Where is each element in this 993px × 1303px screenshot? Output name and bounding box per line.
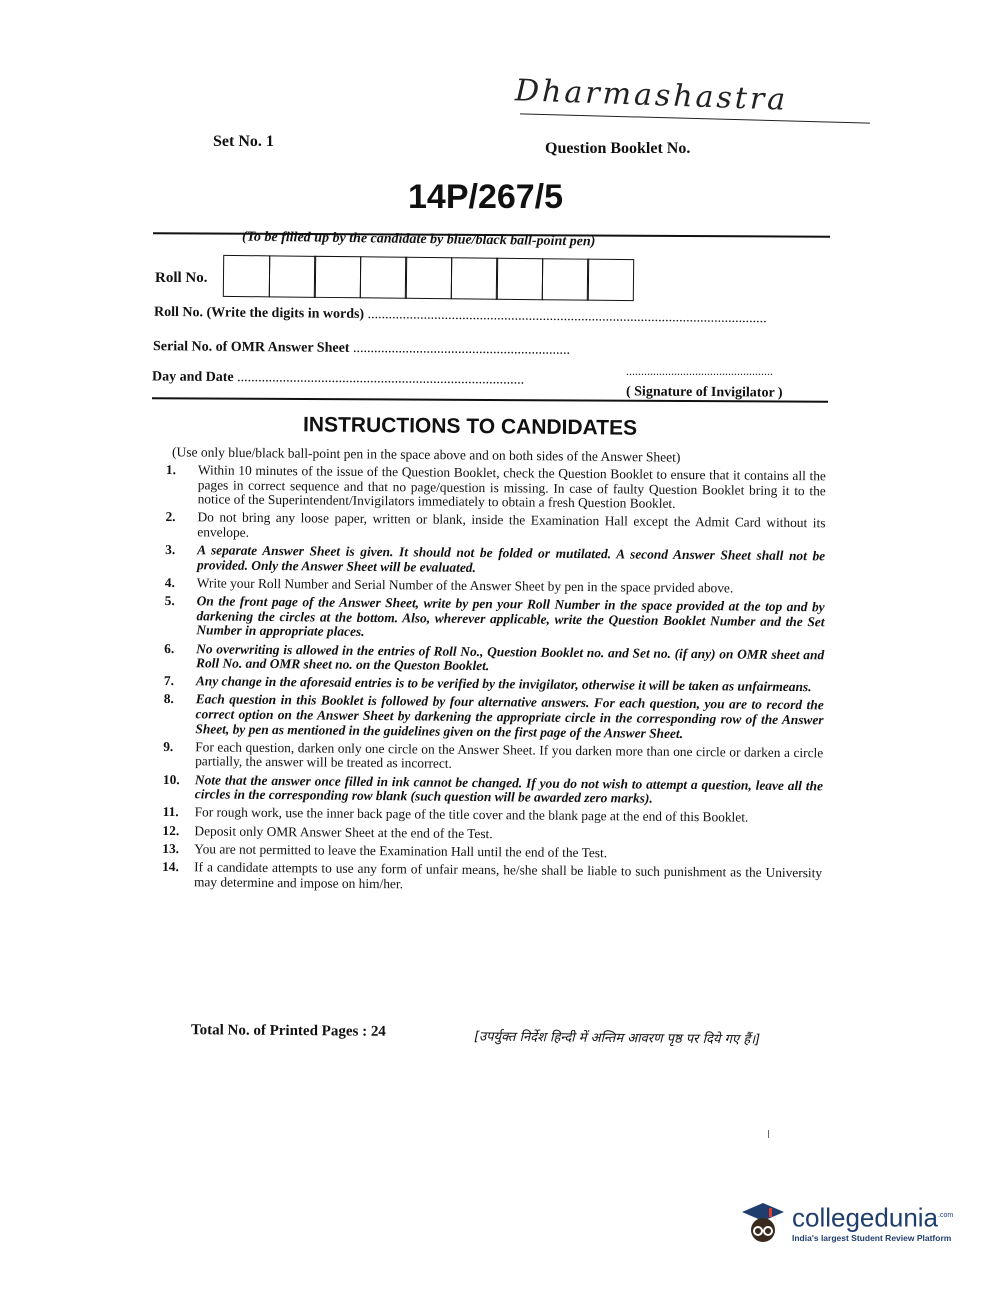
instruction-text: Deposit only OMR Answer Sheet at the end of the Test. [194, 822, 493, 841]
instruction-item [165, 543, 825, 579]
instruction-number: 8. [163, 691, 174, 707]
instruction-number: 5. [164, 593, 175, 609]
instruction-item [166, 463, 826, 513]
instruction-text: Any change in the aforesaid entries is to be verified by the invigilator, otherwise it will be taken as unfairmeans. [195, 673, 812, 695]
roll-digit-box[interactable] [541, 258, 588, 300]
logo-tagline: India's largest Student Review Platform [792, 1232, 952, 1243]
instruction-text: On the front page of the Answer Sheet, write by pen your Roll Number in the space provided at the top and by darkening the circles at the bottom. Also, wherever applicable, write the Question Booklet Number and the Set Number in appropriate places. [196, 593, 825, 640]
instruction-text: For each question, darken only one circle on the Answer Sheet. If you darken more than one circle or darken a circle partially, the answer will be treated as incorrect. [195, 739, 824, 772]
instruction-text: Do not bring any loose paper, written or blank, inside the Examination Hall except the Admit Card without its envelope. [197, 509, 826, 540]
instruction-number: 13. [162, 840, 180, 856]
instruction-number: 4. [164, 574, 175, 591]
roll-digit-box[interactable] [450, 257, 497, 299]
collegedunia-logo-icon [740, 1200, 786, 1246]
handwritten-subject-name: Dharmashastra [514, 73, 789, 118]
roll-digit-box[interactable] [359, 256, 406, 298]
roll-no-words-label: Roll No. (Write the digits in words) [153, 304, 365, 322]
instruction-number: 10. [162, 771, 180, 787]
total-pages: Total No. of Printed Pages : 24 [190, 1022, 386, 1040]
instructions-list [162, 463, 826, 899]
roll-digit-box[interactable] [223, 255, 270, 297]
dotted-fill-line: .................................................................................................................. [367, 307, 767, 327]
roll-no-label: Roll No. [155, 270, 208, 286]
dotted-fill-line: .................................................................................. [237, 370, 525, 388]
question-booklet-label: Question Booklet No. [545, 140, 691, 157]
roll-no-boxes[interactable] [223, 255, 633, 301]
instruction-number: 6. [164, 640, 175, 656]
instruction-number: 14. [162, 858, 179, 875]
instruction-item [163, 740, 823, 776]
fill-note: (To be filled up by the candidate by blue/black ball-point pen) [241, 229, 596, 250]
instruction-text: Within 10 minutes of the issue of the Question Booklet, check the Question Booklet to ensure that it contains all the pages in correct sequence and that no page/question is missing. In case of faulty Question Booklet bring it to the notice of the Superintendent/Invigilators immediately to obtain a fresh Question Booklet. [197, 462, 826, 512]
roll-digit-box[interactable] [268, 255, 315, 297]
roll-digit-box[interactable] [587, 259, 634, 301]
instructions-sub-note: (Use only blue/black ball-point pen in the space above and on both sides of the Answer Sheet) [171, 444, 681, 465]
logo-text-block [792, 1203, 953, 1243]
instruction-text: Note that the answer once filled in ink cannot be changed. If you do not wish to attempt a question, leave all the circles in the corresponding row blank (such question will be awarded zero marks). [194, 771, 824, 806]
instruction-text: No overwriting is allowed in the entries of Roll No., Question Booklet no. and Set no. (if any) on OMR sheet and Roll No. and OMR sheet no. on the Queston Booklet. [196, 640, 825, 674]
instruction-item [163, 692, 823, 742]
instruction-text: You are not permitted to leave the Examination Hall until the end of the Test. [194, 841, 608, 861]
instruction-number: 2. [165, 509, 176, 525]
instruction-item [164, 594, 824, 644]
instruction-item [164, 641, 824, 677]
invigilator-signature-label: ( Signature of Invigilator ) [625, 384, 783, 401]
omr-serial-row[interactable] [153, 339, 570, 359]
roll-digit-box[interactable] [405, 257, 452, 299]
logo-name: collegedunia$^{.com}$ [792, 1202, 954, 1233]
instruction-number: 11. [162, 804, 179, 820]
instruction-text: If a candidate attempts to use any form of unfair means, he/she shall be liable to such punishment as the University may determine and impose on him/her. [193, 859, 823, 891]
instruction-text: For rough work, use the inner back page of the title cover and the blank page at the end of this Booklet. [194, 804, 749, 826]
instruction-number: 12. [162, 822, 180, 838]
handwritten-underline [520, 113, 870, 123]
hindi-note: [उपर्युक्त निर्देश हिन्दी में अन्तिम आवरण पृष्ठ पर दिये गए हैं।] [473, 1029, 761, 1048]
roll-digit-box[interactable] [496, 258, 543, 300]
instructions-heading: INSTRUCTIONS TO CANDIDATES [302, 413, 638, 440]
dotted-fill-line: .............................................................. [352, 340, 571, 358]
collegedunia-watermark [740, 1200, 953, 1246]
omr-serial-label: Serial No. of OMR Answer Sheet [152, 339, 350, 356]
instruction-number: 9. [163, 738, 174, 754]
set-number: Set No. 1 [213, 133, 274, 150]
roll-no-words-row[interactable] [154, 305, 767, 327]
instruction-text: A separate Answer Sheet is given. It should not be folded or mutilated. A second Answer Sheet shall not be provided. Only the Answer Sheet will be evaluated. [196, 542, 826, 575]
signature-dotted-line: ................................................. [626, 364, 773, 378]
instruction-item [162, 860, 822, 896]
instruction-number: 3. [165, 542, 176, 558]
scan-mark [768, 1130, 769, 1138]
day-date-label: Day and Date [151, 369, 234, 386]
day-date-row[interactable] [152, 369, 524, 388]
instruction-number: 1. [165, 462, 177, 478]
instruction-text: Write your Roll Number and Serial Number of the Answer Sheet by pen in the space prvided above. [196, 575, 734, 596]
instruction-text: Each question in this Booklet is followed by four alternative answers. For each question, you are to record the correct option on the Answer Sheet by darkening the appropriate circle in the corresponding row of the Answer Sheet, by pen as mentioned in the guidelines given on the first page of the Answer Sheet. [195, 691, 824, 741]
instruction-number: 7. [163, 673, 175, 689]
instruction-item [163, 773, 823, 809]
roll-digit-box[interactable] [314, 256, 361, 298]
instruction-item [165, 510, 825, 546]
paper-code: 14P/267/5 [408, 178, 564, 216]
